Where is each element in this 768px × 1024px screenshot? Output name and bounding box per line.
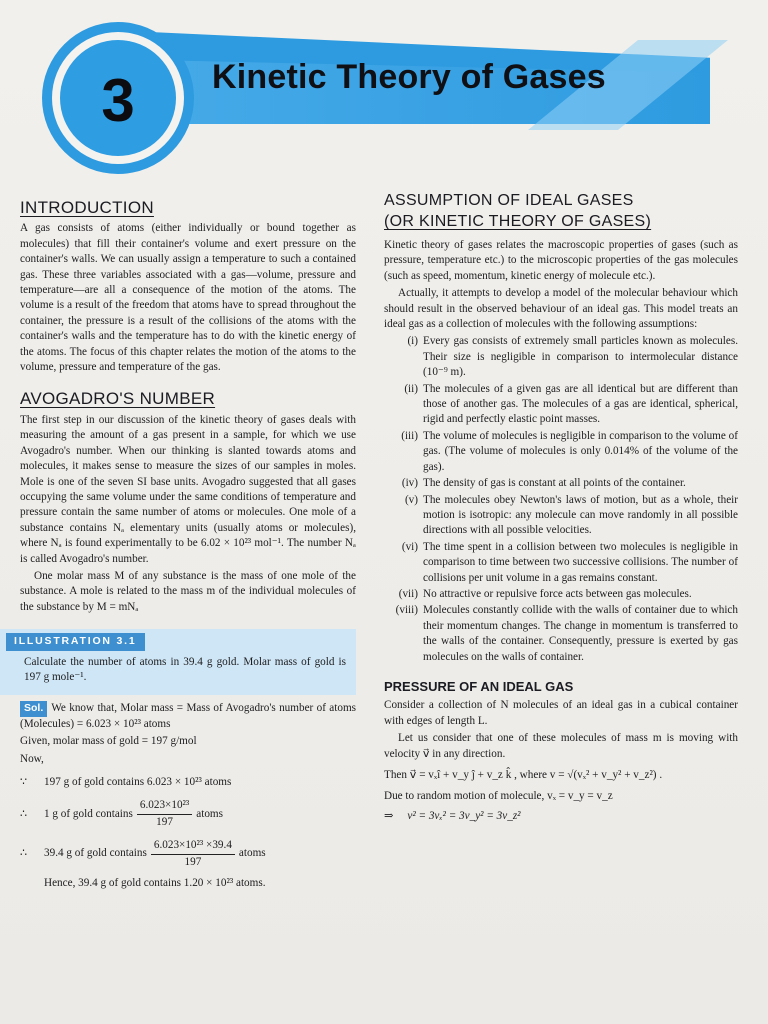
solution-step-1-text: 197 g of gold contains 6.023 × 10²³ atoms bbox=[44, 776, 232, 788]
solution-conclusion: Hence, 39.4 g of gold contains 1.20 × 10²³ atoms. bbox=[44, 877, 266, 890]
illustration-label: ILLUSTRATION 3.1 bbox=[6, 633, 145, 650]
solution-block bbox=[20, 701, 356, 891]
avogadro-heading: AVOGADRO'S NUMBER bbox=[20, 389, 216, 409]
solution-step-2 bbox=[20, 798, 356, 830]
therefore-symbol: ∴ bbox=[20, 807, 28, 820]
list-item: (ii) The molecules of a given gas are all identical but are different than those of another gas. The molecules of a gas are identical, spherical, rigid and perfectly elastic point masses. bbox=[404, 382, 738, 426]
introduction-paragraph: A gas consists of atoms (either individually or bound together as molecules) that fill their container's volume and exert pressure on the container's walls. We can usually assign a temperature to such a contained gas. These three variables associated with a gas—volume, pressure and temperature—are all a consequence of the motion of the atoms. The volume is a result of the freedom that atoms have to spread throughout the container, the pressure is a result of the collisions of the atoms with the container's walls and the temperature has to do with the kinetic energy of the atoms. The focus of this chapter relates the motion of the atoms to the volume, pressure and temperature of the gas. bbox=[20, 222, 356, 374]
assumption-heading-line-1: ASSUMPTION OF IDEAL GASES bbox=[384, 192, 634, 209]
right-column bbox=[384, 190, 738, 826]
list-item: (viii) Molecules constantly collide with the walls of container due to which their momentum changes. The change in momentum is transferred to the walls of the container. Consequently, pressure is exerted by gas molecules on the walls of container. bbox=[395, 604, 738, 663]
left-column bbox=[14, 198, 356, 893]
assumption-heading bbox=[384, 190, 738, 232]
chapter-number: 3 bbox=[101, 66, 135, 134]
list-item: (vi) The time spent in a collision between two molecules is negligible in comparison to time between two successive collisions. The number of collisions per unit volume in a gas remains constant. bbox=[401, 540, 738, 584]
implies-symbol: ⇒ bbox=[384, 809, 394, 822]
solution-step-2-fraction bbox=[137, 798, 192, 830]
assumption-heading-line-2: (OR KINETIC THEORY OF GASES) bbox=[384, 213, 652, 230]
assumption-paragraph-2: Actually, it attempts to develop a model of the molecular behaviour which should result in the observed behaviour of an ideal gas. This model treats an ideal gas as a collection of molecules with the following assumptions: bbox=[384, 287, 738, 331]
solution-step-2-unit: atoms bbox=[196, 807, 223, 820]
list-item: (vii) No attractive or repulsive force acts between gas molecules. bbox=[398, 587, 692, 600]
assumption-paragraph-1: Kinetic theory of gases relates the macroscopic properties of gases (such as pressure, temperature etc.) to the microscopic properties of the gas molecules (such as speed, momentum, kinetic energy of molecule etc.). bbox=[384, 239, 738, 282]
because-symbol: ∵ bbox=[20, 776, 28, 788]
pressure-random-motion: Due to random motion of molecule, vₓ = v_y = v_z bbox=[384, 790, 613, 803]
avogadro-paragraph-1: The first step in our discussion of the kinetic theory of gases deals with measuring the amount of a gas present in a sample, for which we use Avogadro's number. When our thinking is slanted towards atoms and molecules, it makes sense to measure the sizes of our samples in moles. Mole is one of the seven SI base units. Avogadro suggested that all gases occupying the same volume under the same conditions of temperature and pressure contain the same number of atoms or molecules. One mole of a substance contains Nₐ elementary units (usually atoms or molecules), where Nₐ is found experimentally to be 6.02 × 10²³ mol⁻¹. The number Nₐ is called Avogadro's number. bbox=[20, 413, 356, 565]
speed-relation-text: v² = 3vₓ² = 3v_y² = 3v_z² bbox=[407, 809, 521, 822]
solution-step-2-lead: 1 g of gold contains bbox=[44, 807, 133, 820]
fraction-numerator: 6.023×10²³ ×39.4 bbox=[151, 838, 235, 854]
chapter-badge-inner bbox=[60, 40, 176, 156]
fraction-denominator: 197 bbox=[184, 855, 202, 868]
solution-step-3-unit: atoms bbox=[238, 847, 266, 860]
assumption-list bbox=[384, 334, 738, 665]
pressure-velocity-equation: Then v⃗ = vₓî + v_y ĵ + v_z k̂ , where v = √(vₓ² + v_y² + v_z²) . bbox=[384, 769, 663, 781]
illustration-question: Calculate the number of atoms in 39.4 g gold. Molar mass of gold is 197 g mole⁻¹. bbox=[24, 655, 346, 683]
solution-line-3: Now, bbox=[20, 752, 44, 765]
list-item: (iv) The density of gas is constant at all points of the container. bbox=[401, 477, 686, 490]
solution-step-1 bbox=[20, 775, 356, 790]
introduction-heading: INTRODUCTION bbox=[20, 198, 154, 217]
pressure-heading: PRESSURE OF AN IDEAL GAS bbox=[384, 678, 574, 694]
fraction-numerator: 6.023×10²³ bbox=[137, 798, 192, 814]
solution-tag: Sol. bbox=[20, 701, 47, 716]
solution-line-2: Given, molar mass of gold = 197 g/mol bbox=[20, 735, 197, 748]
avogadro-paragraph-2: One molar mass M of any substance is the mass of one mole of the substance. A mole is related to the mass m of the individual molecules of the substance by M = mNₐ bbox=[20, 569, 356, 613]
illustration-box bbox=[0, 629, 356, 695]
pressure-paragraph-2: Let us consider that one of these molecules of mass m is moving with velocity v⃗ in any direction. bbox=[384, 732, 738, 760]
pressure-paragraph-1: Consider a collection of N molecules of an ideal gas in a cubical container with edges of length L. bbox=[384, 699, 738, 727]
list-item: (v) The molecules obey Newton's laws of motion, but as a whole, their motion is isotropic: any molecule can move randomly in all possible directions with all possible velocities. bbox=[404, 493, 738, 537]
list-item: (i) Every gas consists of extremely small particles known as molecules. Their size is negligible in comparison to intermolecular distance (10⁻⁹ m). bbox=[407, 335, 738, 379]
solution-step-3 bbox=[20, 838, 356, 870]
solution-step-3-fraction bbox=[151, 838, 235, 870]
chapter-title: Kinetic Theory of Gases bbox=[212, 58, 606, 96]
fraction-denominator: 197 bbox=[156, 815, 173, 828]
therefore-symbol: ∴ bbox=[20, 847, 28, 860]
list-item: (iii) The volume of molecules is negligible in comparison to the volume of gas. (The volume of molecules is only 0.014% of the volume of the gas). bbox=[401, 429, 738, 473]
pressure-speed-relation bbox=[384, 809, 738, 824]
solution-line-1: Sol. We know that, Molar mass = Mass of Avogadro's number of atoms (Molecules) = 6.023 × 10²³ atoms bbox=[20, 702, 356, 730]
solution-step-3-lead: 39.4 g of gold contains bbox=[44, 847, 147, 860]
